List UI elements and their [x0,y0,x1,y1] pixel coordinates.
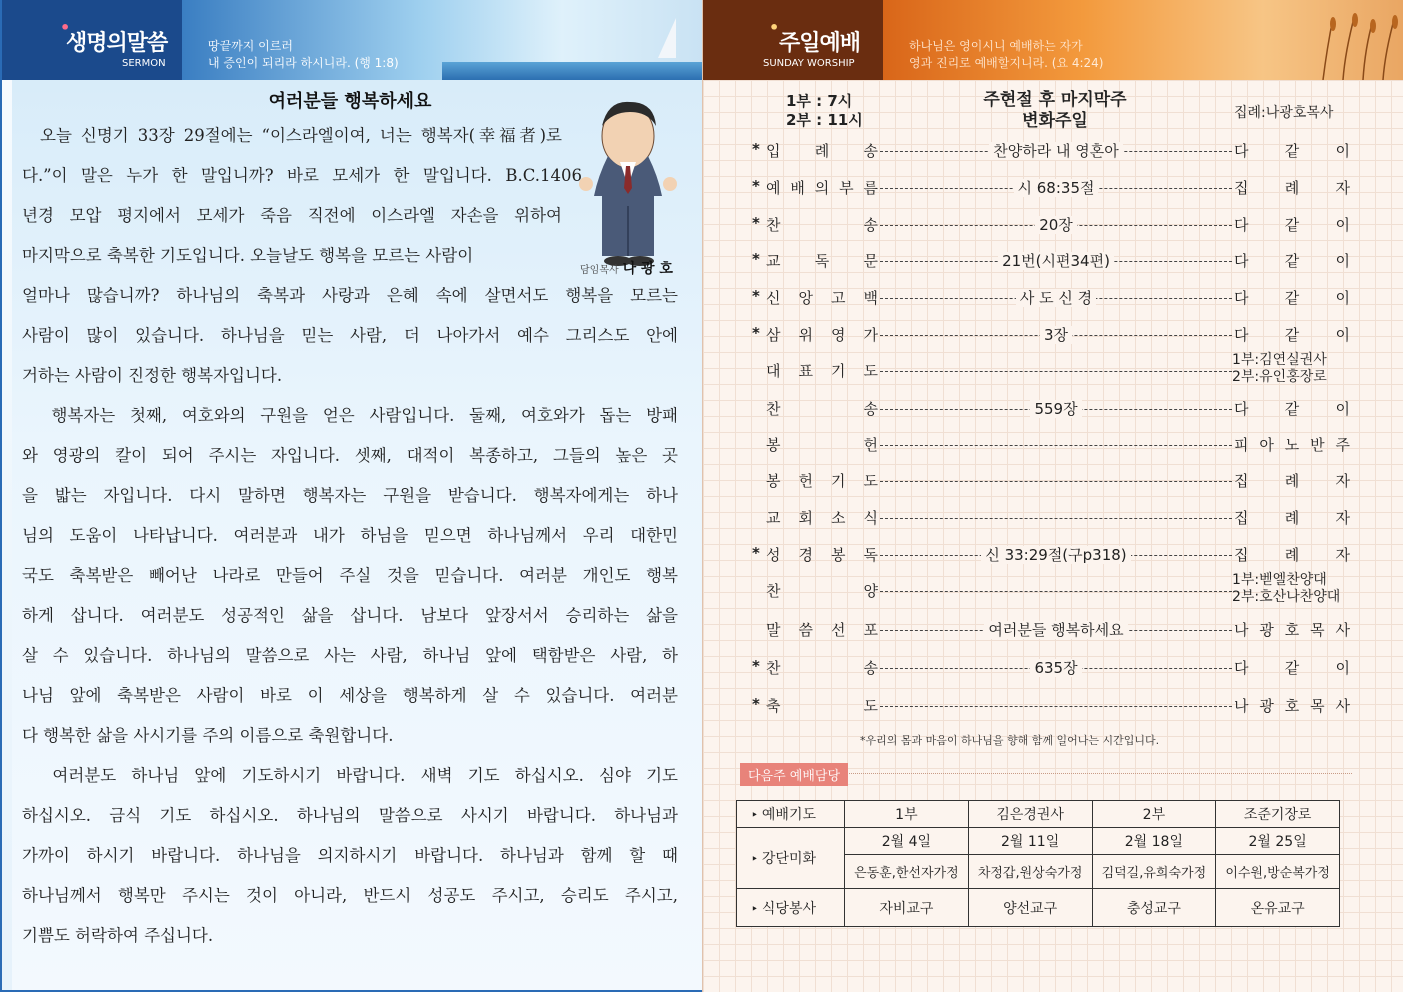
standing-mark: * [752,287,760,305]
order-person-char: 같 [1284,659,1300,677]
order-name-char: 기 [831,362,846,380]
table-cell: 은동훈,한선자가정 [845,855,969,889]
order-item-person [1232,572,1352,606]
order-name-char: 의 [814,179,830,197]
standing-mark: * [752,177,760,195]
order-item-name [766,657,878,678]
sermon-brand-block [2,0,182,80]
order-name-char: 봉 [766,472,781,490]
order-name-char: 도 [863,472,878,490]
order-item-person [1234,324,1350,345]
sermon-line: 님의 도움이 나타납니다. 여러분과 내가 하님을 믿으면 하나님께서 우리 대한민 [22,526,678,545]
order-item-person [1234,544,1350,565]
order-name-char: 입 [766,142,781,160]
standing-mark: * [752,695,760,713]
order-person-char: 집 [1234,179,1249,197]
order-item-person [1232,352,1352,386]
service-times [786,92,863,130]
order-item-person [1234,434,1350,455]
order-row [752,619,1352,643]
order-person-char: 반 [1310,436,1325,454]
order-person-char: 자 [1335,179,1350,197]
order-name-char: 찬 [766,659,781,677]
table-cell: 김은경권사 [968,801,1092,828]
order-name-char: 위 [798,326,813,344]
sermon-title: 여러분들 행복하세요 [268,91,432,112]
order-person-char: 례 [1284,509,1300,527]
order-name-char: 신 [766,289,781,307]
order-name-char: 송 [863,142,878,160]
order-item-name [766,250,878,271]
order-item-person [1234,214,1350,235]
table-row-label: ‣ 강단미화 [737,828,845,889]
sermon-line: 마지막으로 축복한 기도입니다. 오늘날도 행복을 모르는 사람이 [22,246,474,265]
order-item-detail-text: 시 68:35절 [1014,179,1099,197]
order-name-char: 헌 [863,436,878,454]
order-row [752,657,1352,681]
sermon-brand-sub: SERMON [122,58,166,69]
worship-brand-sub: SUNDAY WORSHIP [763,58,855,69]
table-cell: 자비교구 [845,889,969,927]
wheat-image [1303,8,1403,80]
order-item-name [766,580,878,601]
order-person-char: 호 [1284,697,1300,715]
order-name-char: 선 [831,621,846,639]
order-person-char: 나 [1234,697,1249,715]
order-item-detail-text: 신 33:29절(구p318) [981,546,1130,564]
sermon-line: 하나님께서 행복만 주시는 것이 아니라, 반드시 성공도 주시고, 승리도 주시고, [22,886,678,905]
sermon-line: 기쁨도 허락하여 주십니다. [22,926,214,945]
order-name-char: 봉 [831,546,846,564]
order-name-char: 소 [831,509,846,527]
order-item-name [766,177,878,198]
worship-brand-title: 주일예배 [779,31,861,56]
order-name-char: 독 [863,546,878,564]
verse-line: 하나님은 영이시니 예배하는 자가 [909,39,1083,53]
order-name-char: 삼 [766,326,781,344]
dashed-leader [880,445,1232,446]
sermon-line: 다.”이 말은 누가 한 말입니까? 바로 모세가 한 말입니다. B.C.1406 [22,166,582,185]
order-name-char: 헌 [798,472,813,490]
order-person-char: 같 [1284,289,1300,307]
order-item-detail [880,250,1232,271]
order-person-char: 광 [1259,697,1274,715]
order-name-char: 축 [766,697,781,715]
verse-line: 땅끝까지 이르러 [208,39,293,53]
order-item-name [766,470,878,491]
order-item-detail-text: 559장 [1030,400,1081,418]
order-item-person [1234,287,1350,308]
order-person-char: 자 [1335,472,1350,490]
order-name-char: 찬 [766,582,781,600]
order-person-char: 나 [1234,621,1249,639]
sermon-line: 거하는 사람이 진정한 행복자입니다. [22,366,283,385]
order-person-char: 피 [1234,436,1249,454]
order-person-line: 2부:호산나찬양대 [1232,589,1341,605]
star-icon: • [60,18,71,37]
table-cell: 2부 [1092,801,1216,828]
order-person-char: 같 [1284,252,1300,270]
table-row [737,828,1340,855]
table-cell: 조준기장로 [1216,801,1340,828]
order-person-char: 이 [1335,216,1350,234]
order-item-person [1234,470,1350,491]
order-name-char: 송 [863,400,878,418]
table-cell: 충성교구 [1092,889,1216,927]
table-cell: 2월 11일 [968,828,1092,855]
order-item-detail [880,287,1232,308]
standing-mark: * [752,140,760,158]
order-item-detail-text: 635장 [1030,659,1081,677]
order-item-person [1234,507,1350,528]
order-person-line: 2부:유인홍장로 [1232,369,1327,385]
worship-title-line: 주현절 후 마지막주 [983,90,1127,110]
order-name-char: 교 [766,252,781,270]
order-name-char: 식 [863,509,878,527]
table-cell: 양선교구 [968,889,1092,927]
order-item-name [766,324,878,345]
order-name-char: 영 [831,326,846,344]
order-item-person [1234,619,1350,640]
sermon-line: 하십시오. 금식 기도 하십시오. 하나님의 말씀으로 사시기 바랍니다. 하나님과 [22,806,678,825]
order-name-char: 성 [766,546,781,564]
standing-mark: * [752,657,760,675]
next-week-tag: 다음주 예배담당 [740,763,848,786]
sermon-line: 을 밟는 자입니다. 다시 말하면 행복자는 구원을 받습니다. 행복자에게는 하나 [22,486,678,505]
order-person-line: 1부:김연실권사 [1232,352,1327,368]
order-person-char: 주 [1335,436,1350,454]
order-person-char: 같 [1284,142,1300,160]
sermon-text [22,116,678,956]
order-row [752,324,1352,348]
order-item-detail-text: 찬양하라 내 영혼아 [989,142,1122,160]
order-name-char: 도 [863,697,878,715]
table-cell: 김덕길,유희숙가정 [1092,855,1216,889]
order-item-person [1234,250,1350,271]
order-item-detail [880,214,1232,235]
order-person-char: 집 [1234,509,1249,527]
pastor-name: 나 광 호 [622,261,673,277]
order-person-char: 호 [1284,621,1300,639]
order-row [752,544,1352,568]
sermon-line: 사람이 많이 있습니다. 하나님을 믿는 사람, 더 나아가서 예수 그리스도 안에 [22,326,678,345]
pastor-role: 담임목사 [580,265,619,276]
order-item-detail-text: 3장 [1040,326,1072,344]
order-name-char: 송 [863,216,878,234]
table-row [737,801,1340,828]
order-row [752,250,1352,274]
order-item-detail [880,398,1232,419]
order-name-char: 회 [798,509,813,527]
order-row [752,507,1352,531]
standing-mark: * [752,544,760,562]
order-person-char: 다 [1234,252,1249,270]
order-item-detail [880,140,1232,161]
verse-line: 영과 진리로 예배할지니라. (요 4:24) [909,56,1104,70]
order-row [752,572,1352,605]
verse-line: 내 증인이 되리라 하시니라. (행 1:8) [208,56,399,70]
order-name-char: 경 [798,546,813,564]
order-item-detail [880,619,1232,640]
order-item-person [1234,657,1350,678]
sermon-line: 하게 삽니다. 여러분도 성공적인 삶을 삽니다. 남보다 앞장서서 승리하는 삶을 [22,606,678,625]
order-item-detail [880,324,1232,345]
worship-title-line: 변화주일 [1022,111,1088,131]
table-cell: 1부 [845,801,969,828]
order-person-char: 같 [1284,216,1300,234]
table-cell: 이수원,방순복가정 [1216,855,1340,889]
order-item-detail-text: 사 도 신 경 [1016,289,1096,307]
star-icon: • [769,18,780,37]
order-row [752,434,1352,458]
sermon-line: 년경 모압 평지에서 모세가 죽음 직전에 이스라엘 자손을 위하여 [22,206,562,225]
worship-leader: 집례:나광호목사 [1234,105,1334,121]
order-name-char: 표 [798,362,813,380]
order-item-name [766,619,878,640]
order-name-char: 찬 [766,216,781,234]
order-person-char: 광 [1259,621,1274,639]
order-item-detail-text: 21번(시편34편) [998,252,1114,270]
order-row [752,177,1352,201]
order-person-char: 같 [1284,326,1300,344]
standing-note: *우리의 몸과 마음이 하나님을 향해 함께 일어나는 시간입니다. [860,734,1160,747]
order-person-line: 1부:벧엘찬양대 [1232,572,1327,588]
order-item-detail [880,544,1232,565]
order-person-char: 례 [1284,472,1300,490]
dashed-leader [880,371,1232,372]
service-time: 1부 : 7시 [786,92,853,110]
standing-mark: * [752,250,760,268]
order-person-char: 이 [1335,289,1350,307]
sermon-line: 나님 앞에 축복받은 사람이 바로 이 세상을 행복하게 살 수 있습니다. 여러분 [22,686,678,705]
order-name-char: 배 [790,179,805,197]
sermon-line: 와 영광의 칼이 되어 주시는 자입니다. 셋째, 대적이 복종하고, 그들의 높은 곳 [22,446,678,465]
sermon-line: 국도 축복받은 빼어난 나라로 만들어 주실 것을 믿습니다. 여러분 개인도 행복 [22,566,678,585]
order-name-char: 씀 [798,621,813,639]
standing-mark: * [752,214,760,232]
order-name-char: 부 [839,179,854,197]
sermon-line: 살 수 있습니다. 하나님의 말씀으로 사는 사람, 하나님 앞에 택함받은 사람, 하 [22,646,678,665]
dashed-leader [880,518,1232,519]
order-item-name [766,434,878,455]
table-cell: 차정갑,원상숙가정 [968,855,1092,889]
order-name-char: 독 [814,252,830,270]
order-person-char: 이 [1335,400,1350,418]
order-name-char: 가 [863,326,878,344]
order-row [752,470,1352,494]
order-person-char: 사 [1335,697,1350,715]
worship-header [703,0,1403,80]
order-name-char: 봉 [766,436,781,454]
order-person-char: 사 [1335,621,1350,639]
table-row-label: ‣ 예배기도 [737,801,845,828]
order-item-name [766,214,878,235]
order-name-char: 례 [814,142,830,160]
order-person-char: 노 [1284,436,1300,454]
order-name-char: 찬 [766,400,781,418]
sailboat-icon [658,18,676,58]
table-cell: 2월 18일 [1092,828,1216,855]
order-item-person [1234,695,1350,716]
order-name-char: 백 [863,289,878,307]
order-name-char: 송 [863,659,878,677]
table-cell: 2월 25일 [1216,828,1340,855]
order-person-char: 다 [1234,142,1249,160]
order-person-char: 집 [1234,546,1249,564]
order-person-char: 아 [1259,436,1274,454]
sermon-brand-title: 생명의말씀 [66,31,168,56]
order-person-char: 목 [1310,621,1325,639]
order-person-char: 이 [1335,326,1350,344]
dashed-leader [880,481,1232,482]
order-person-char: 례 [1284,179,1300,197]
order-person-char: 이 [1335,142,1350,160]
sermon-header-verse [208,38,399,72]
order-row [752,214,1352,238]
order-item-name [766,140,878,161]
dashed-leader [880,591,1232,592]
order-name-char: 포 [863,621,878,639]
order-item-detail [880,657,1232,678]
table-cell: 2월 4일 [845,828,969,855]
order-name-char: 양 [863,582,878,600]
table-row [737,889,1340,927]
order-person-char: 다 [1234,400,1249,418]
order-name-char: 교 [766,509,781,527]
order-person-char: 같 [1284,400,1300,418]
sermon-line: 가까이 하시기 바랍니다. 하나님을 의지하시기 바랍니다. 하나님과 함께 할 때 [22,846,678,865]
order-name-char: 대 [766,362,781,380]
order-person-char: 이 [1335,659,1350,677]
order-name-char: 말 [766,621,781,639]
sermon-header [2,0,704,80]
order-person-char: 자 [1335,546,1350,564]
sermon-line: 다 행복한 삶을 사시기를 주의 이름으로 축원합니다. [22,726,394,745]
order-person-char: 례 [1284,546,1300,564]
order-row [752,352,1352,385]
sea-image [442,62,704,80]
order-item-person [1234,177,1350,198]
worship-header-verse [909,38,1104,72]
order-name-char: 름 [863,179,878,197]
duty-table [736,800,1340,927]
table-cell: 온유교구 [1216,889,1340,927]
sermon-line: 여러분도 하나님 앞에 기도하시기 바랍니다. 새벽 기도 하십시오. 심야 기도 [22,766,678,785]
order-name-char: 문 [863,252,878,270]
order-person-char: 다 [1234,216,1249,234]
service-time: 2부 : 11시 [786,111,863,129]
order-person-char: 다 [1234,289,1249,307]
sermon-line: 오늘 신명기 33장 29절에는 “이스라엘이여, 너는 행복자(幸福者)로 [22,126,562,145]
worship-title [930,90,1180,132]
order-item-detail-text: 20장 [1035,216,1077,234]
order-person-char: 이 [1335,252,1350,270]
order-person-char: 자 [1335,509,1350,527]
order-item-name [766,360,878,381]
order-name-char: 고 [831,289,846,307]
sermon-line: 얼마나 많습니까? 하나님의 축복과 사랑과 은혜 속에 살면서도 행복을 모르는 [22,286,678,305]
standing-mark: * [752,324,760,342]
order-name-char: 예 [766,179,781,197]
order-person-char: 집 [1234,472,1249,490]
order-row [752,695,1352,719]
order-item-person [1234,140,1350,161]
order-item-person [1234,398,1350,419]
order-item-name [766,398,878,419]
sermon-line: 행복자는 첫째, 여호와의 구원을 얻은 사람입니다. 둘째, 여호와가 돕는 방패 [22,406,678,425]
order-item-name [766,507,878,528]
order-person-char: 목 [1310,697,1325,715]
order-name-char: 도 [863,362,878,380]
order-item-detail-text: 여러분들 행복하세요 [984,621,1127,639]
order-item-name [766,287,878,308]
table-row-label: ‣ 식당봉사 [737,889,845,927]
order-name-char: 기 [831,472,846,490]
order-person-char: 다 [1234,659,1249,677]
dashed-leader [880,706,1232,707]
order-row [752,287,1352,311]
order-person-char: 다 [1234,326,1249,344]
order-item-name [766,695,878,716]
order-item-name [766,544,878,565]
order-row [752,140,1352,164]
order-row [752,398,1352,422]
order-item-detail [880,177,1232,198]
order-name-char: 앙 [798,289,813,307]
